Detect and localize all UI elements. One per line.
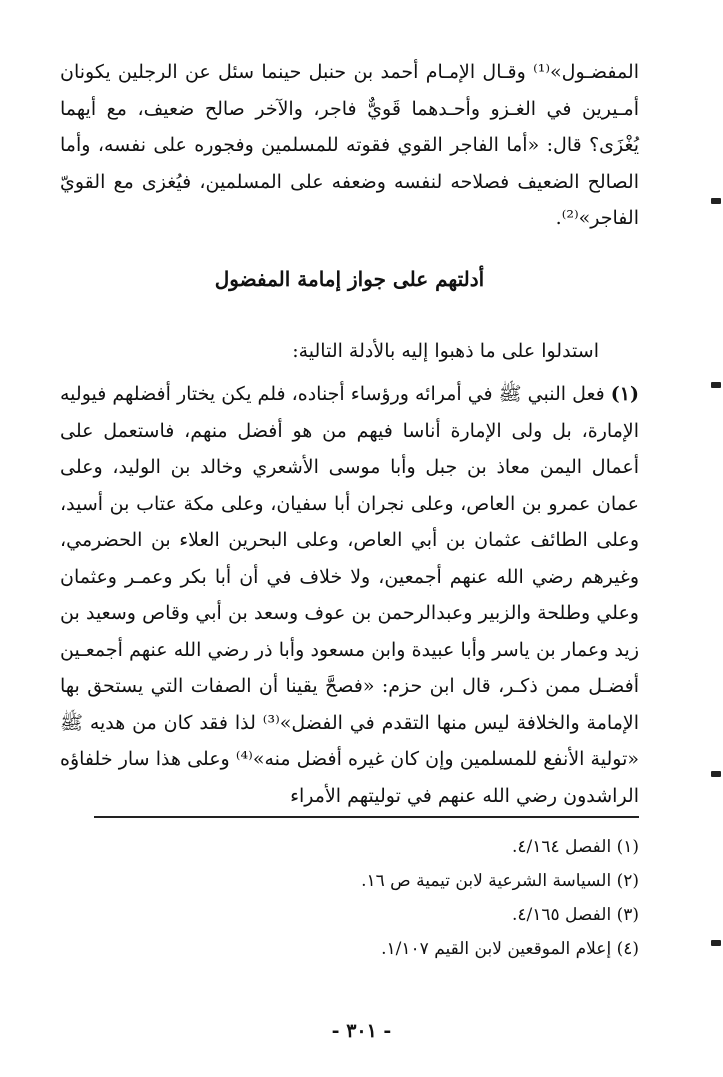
margin-mark xyxy=(711,382,721,388)
lead-sentence: استدلوا على ما ذهبوا إليه بالأدلة التالية: xyxy=(292,340,599,362)
page-number: - ٣٠١ - xyxy=(331,1020,392,1042)
footnote-divider xyxy=(94,816,639,818)
footnote-1: (١) الفصل ٤/١٦٤. xyxy=(511,837,639,857)
margin-mark xyxy=(711,940,721,946)
intro-text: المفضـول»⁽¹⁾ وقـال الإمـام أحمد بن حنبل حينما سئل عن الرجلين يكونان أمـيرين في الغـزو وأحـدهما قَويٌّ فاجر، والآخر صالح ضعيف، مع أيهما يُغْزَى؟ قال: «أما الفاجر القوي فقوته للمسلمين وفجوره على نفسه، وأما الصالح الضعيف فصلاحه لنفسه وضعفه على المسلمين، فيُغزى مع القويّ الفاجر»⁽²⁾. xyxy=(60,61,639,229)
evidence-text: فعل النبي ﷺ في أمرائه ورؤساء أجناده، فلم يكن يختار أفضلهم فيوليه الإمارة، بل ولى الإمارة أناسا فيهم من هو أفضل منهم، فاستعمل على أعمال اليمن معاذ بن جبل وأبا موسى الأشعري وخالد بن الوليد، وعلى عمان عمرو بن العاص، وعلى نجران أبا سفيان، وعلى مكة عتاب بن أسيد، وعلى الطائف عثمان بن أبي العاص، وعلى البحرين العلاء بن الحضرمي، وغيرهم رضي الله عنهم أجمعين، ولا خلاف في أن أبا بكر وعمـر وعثمان وعلي وطلحة والزبير وعبدالرحمن بن عوف وسعد بن أبي وقاص وسعيد بن زيد وعمار بن ياسر وأبا عبيدة وابن مسعود وأبا ذر رضي الله عنهم أجمعـين أفضـل ممن ذكـر، قال ابن حزم: «فصحَّ يقينا أن الصفات التي يستحق بها الإمامة والخلافة ليس منها التقدم في الفضل»⁽³⁾ لذا فقد كان من هديه ﷺ «تولية الأنفع للمسلمين وإن كان غيره أفضل منه»⁽⁴⁾ وعلى هذا سار خلفاؤه الراشدون رضي الله عنهم في توليتهم الأمراء xyxy=(60,383,639,807)
evidence-number: (١) xyxy=(610,383,639,405)
section-heading: أدلتهم على جواز إمامة المفضول xyxy=(214,267,485,291)
footnote-2: (٢) السياسة الشرعية لابن تيمية ص ١٦. xyxy=(361,871,639,891)
margin-mark xyxy=(711,198,721,204)
evidence-paragraph xyxy=(60,376,639,814)
intro-paragraph xyxy=(60,54,639,237)
footnote-4: (٤) إعلام الموقعين لابن القيم ١/١٠٧. xyxy=(381,939,639,959)
margin-mark xyxy=(711,771,721,777)
footnote-3: (٣) الفصل ٤/١٦٥. xyxy=(511,905,639,925)
footnotes xyxy=(94,830,639,966)
